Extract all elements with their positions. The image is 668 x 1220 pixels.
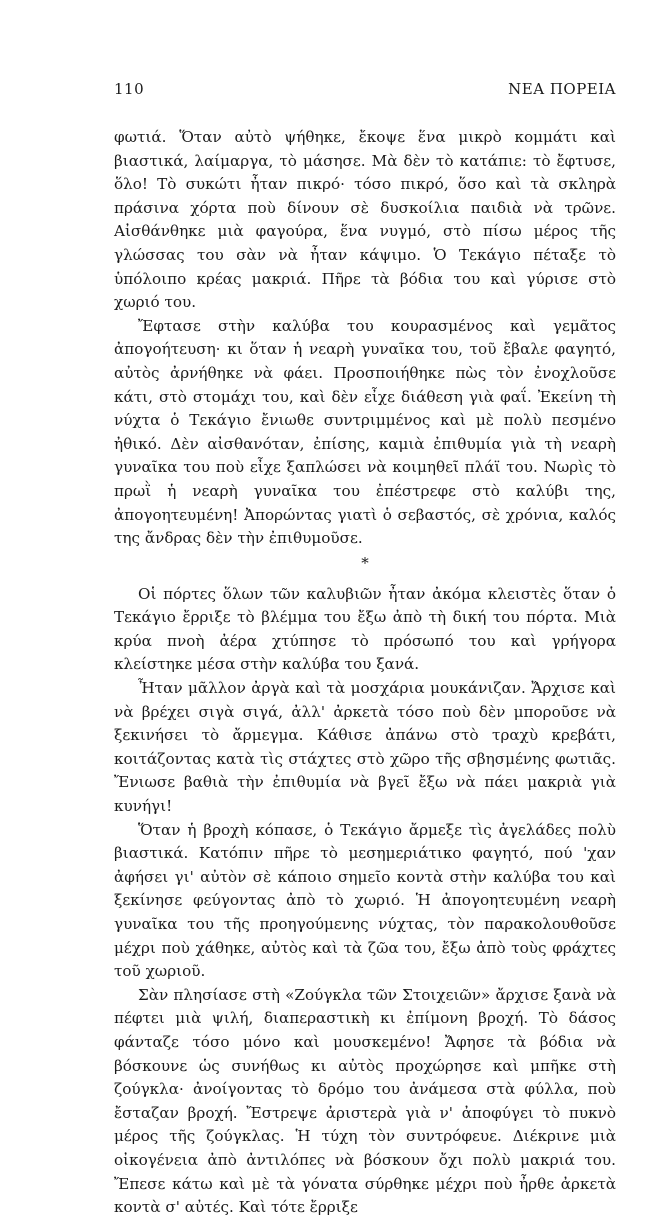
paragraph-2: Ἔφτασε στὴν καλύβα του κουρασμένος καὶ γεμᾶτος ἀπογοήτευση· κι ὅταν ἡ νεαρὴ γυναῖκα του, τοῦ ἔβαλε φαγητό, αὐτὸς ἀρνήθηκε νὰ φάει. Προσποιήθηκε πὼς τὸν ἐνοχλοῦσε κάτι, στὸ στομάχι του, καὶ δὲν εἶχε διάθεση γιὰ φαΐ. Ἐκείνη τὴ νύχτα ὁ Τεκάγιο ἔνιωθε συντριμμένος καὶ μὲ πολὺ πεσμένο ἠθικό. Δὲν αἰσθανόταν, ἐπίσης, καμιὰ ἐπιθυμία γιὰ τὴ νεαρὴ γυναῖκα του ποὺ εἶχε ξαπλώσει νὰ κοιμηθεῖ πλάϊ του. Νωρὶς τὸ πρωῒ ἡ νεαρὴ γυναῖκα του ἐπέστρεφε στὸ καλύβι της, ἀπογοητευμένη! Ἀπορώντας γιατὶ ὁ σεβαστός, σὲ χρόνια, καλός της ἄνδρας δὲν τὴν ἐπιθυμοῦσε.	[114, 316, 616, 548]
paragraph-4: Ἦταν μᾶλλον ἀργὰ καὶ τὰ μοσχάρια μουκάνιζαν. Ἄρχισε καὶ νὰ βρέχει σιγὰ σιγά, ἀλλ' ἀρκετὰ τόσο ποὺ δὲν μποροῦσε νὰ ξεκινήσει τὸ ἄρμεγμα. Κάθισε ἀπάνω στὸ τραχὺ κρεβάτι, κοιτάζοντας κατὰ τὶς στάχτες στὸ χῶρο τῆς σβησμένης φωτιᾶς. Ἔνιωσε βαθιὰ τὴν ἐπιθυμία νὰ βγεῖ ἔξω νὰ πάει μακριὰ γιὰ κυνήγι!	[114, 679, 616, 816]
body-text	[114, 126, 616, 1220]
paragraph-6: Σὰν πλησίασε στὴ «Ζούγκλα τῶν Στοιχειῶν» ἄρχισε ξανὰ νὰ πέφτει μιὰ ψιλή, διαπεραστικὴ κι ἐπίμονη βροχή. Τὸ δάσος φάνταζε τόσο μόνο καὶ μουσκεμένο! Ἄφησε τὰ βόδια νὰ βόσκουνε ὡς συνήθως κι αὐτὸς προχώρησε καὶ μπῆκε στὴ ζούγκλα· ἀνοίγοντας τὸ δρόμο του ἀνάμεσα στὰ φύλλα, ποὺ ἔσταζαν βροχή. Ἔστρεψε ἀριστερὰ γιὰ ν' ἀποφύγει τὸ πυκνὸ μέρος τῆς ζούγκλας. Ἡ τύχη τὸν συντρόφευε. Διέκρινε μιὰ οἰκογένεια ἀπὸ ἀντιλόπες νὰ βόσκουν ὄχι πολὺ μακριά του. Ἔπεσε κάτω καὶ μὲ τὰ γόνατα σύρθηκε μέχρι ποὺ ἦρθε ἀρκετὰ κοντὰ σ' αὐτές. Καὶ τότε ἔρριξε	[114, 985, 616, 1217]
paragraph-1: φωτιά. Ὅταν αὐτὸ ψήθηκε, ἔκοψε ἕνα μικρὸ κομμάτι καὶ βιαστικά, λαίμαργα, τὸ μάσησε. Μὰ δὲν τὸ κατάπιε: τὸ ἔφτυσε, ὅλο! Τὸ συκώτι ἦταν πικρό· τόσο πικρό, ὅσο καὶ τὰ σκληρὰ πράσινα χόρτα ποὺ δίνουν σὲ δυσκοίλια παιδιὰ νὰ τρῶνε. Αἰσθάνθηκε μιὰ φαγούρα, ἕνα νυγμό, στὸ πίσω μέρος τῆς γλώσσας του σὰν νὰ ἦταν κάψιμο. Ὁ Τεκάγιο πέταξε τὸ ὑπόλοιπο κρέας μακριά. Πῆρε τὰ βόδια του καὶ γύρισε στὸ χωριό του.	[114, 128, 616, 312]
paragraph-5: Ὅταν ἡ βροχὴ κόπασε, ὁ Τεκάγιο ἄρμεξε τὶς ἀγελάδες πολὺ βιαστικά. Κατόπιν πῆρε τὸ μεσημεριάτικο φαγητό, πού 'χαν ἀφήσει γι' αὐτὸν σὲ κάποιο σημεῖο κοντὰ στὴν καλύβα του καὶ ξεκίνησε φεύγοντας ἀπὸ τὸ χωριό. Ἡ ἀπογοητευμένη νεαρὴ γυναῖκα του τῆς προηγούμενης νύχτας, τὸν παρακολουθοῦσε μέχρι ποὺ χάθηκε, αὐτὸς καὶ τὰ ζῶα του, ἔξω ἀπὸ τοὺς φράχτες τοῦ χωριοῦ.	[114, 820, 616, 981]
page-number: 110	[114, 80, 145, 98]
page-header	[114, 80, 616, 98]
section-separator: *	[361, 553, 369, 572]
running-title: ΝΕΑ ΠΟΡΕΙΑ	[508, 80, 616, 98]
paragraph-3: Οἱ πόρτες ὅλων τῶν καλυβιῶν ἦταν ἀκόμα κλειστὲς ὅταν ὁ Τεκάγιο ἔρριξε τὸ βλέμμα του ἔξω ἀπὸ τὴ δική του πόρτα. Μιὰ κρύα πνοὴ ἀέρα χτύπησε τὸ πρόσωπό του καὶ γρήγορα κλείστηκε μέσα στὴν καλύβα του ξανά.	[114, 584, 616, 674]
